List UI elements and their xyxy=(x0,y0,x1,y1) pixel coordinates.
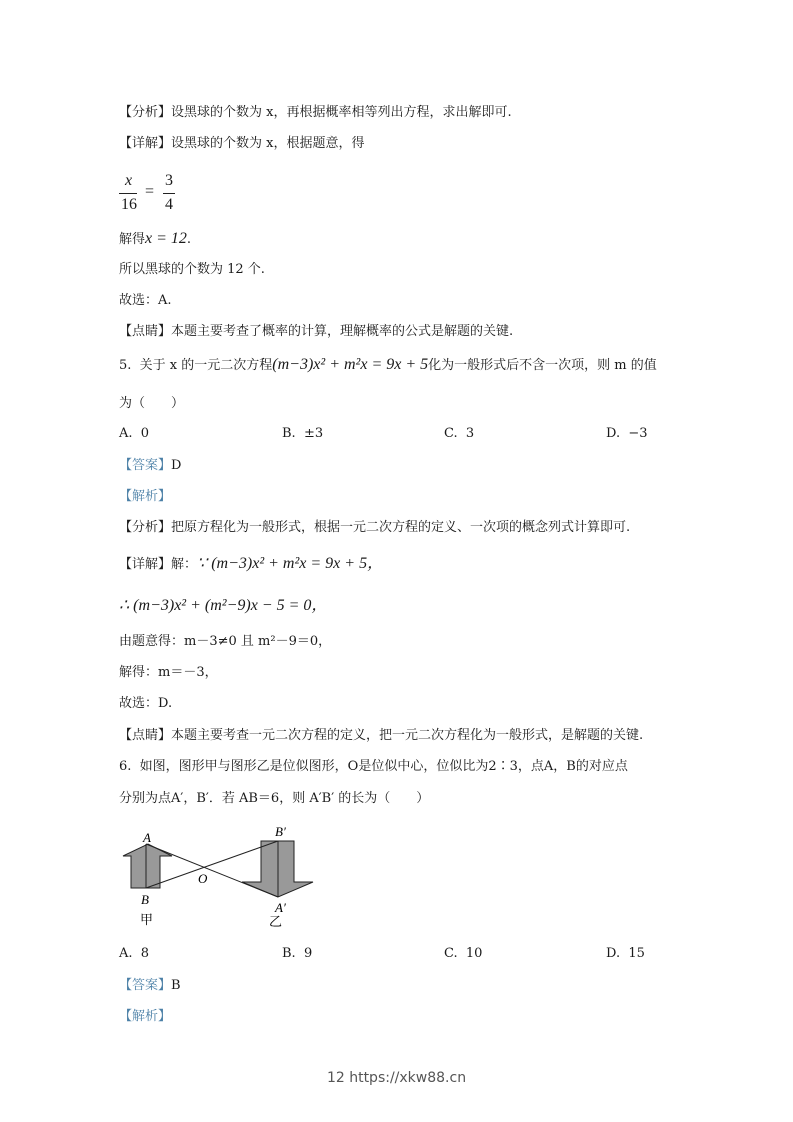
q5-comment xyxy=(119,727,643,745)
label-o: O xyxy=(198,871,208,886)
fraction-bar-2 xyxy=(163,193,175,194)
q5-stem-math: (m−3)x² + m²x = 9x + 5 xyxy=(272,356,429,373)
detail-math-2: ∴ (m−3)x² + (m²−9)x − 5 = 0， xyxy=(119,597,328,614)
q5-detail-line2 xyxy=(119,597,327,616)
q6-stem-line2: 分别为点A′，B′．若 AB＝6，则 A′B′ 的长为（ ） xyxy=(119,791,430,806)
q6-option-c: C. 10 xyxy=(444,946,483,961)
comment-text: 本题主要考查了概率的计算，理解概率的公式是解题的关键. xyxy=(171,324,514,339)
analysis-label: 【分析】 xyxy=(119,520,172,535)
q5-stem-post: 化为一般形式后不含一次项，则 m 的值 xyxy=(428,358,657,373)
q5-stem-pre: 关于 x 的一元二次方程 xyxy=(139,358,273,373)
answer-value: B xyxy=(171,978,181,993)
q5-condition: 由题意得：m－3≠0 且 m²－9＝0， xyxy=(119,634,332,649)
analysis-text: 把原方程化为一般形式，根据一元二次方程的定义、一次项的概念列式计算即可. xyxy=(171,520,631,535)
fraction-numerator-2: 3 xyxy=(165,172,173,189)
label-jia: 甲 xyxy=(140,913,154,928)
q5-detail xyxy=(119,555,383,574)
detail-label: 【详解】 xyxy=(119,136,172,151)
prev-detail xyxy=(119,135,364,153)
prev-conclusion: 所以黑球的个数为 12 个. xyxy=(119,262,265,277)
answer-label: 【答案】 xyxy=(119,978,172,993)
analysis-text: 设黑球的个数为 x，再根据概率相等列出方程，求出解即可. xyxy=(171,105,512,120)
equals-sign: = xyxy=(145,183,155,200)
q5-option-d: D. −3 xyxy=(606,426,648,441)
label-a-prime: A′ xyxy=(275,900,286,915)
q6-option-b: B. 9 xyxy=(282,946,313,961)
q6-option-d: D. 15 xyxy=(606,946,645,961)
q6-explain-label: 【解析】 xyxy=(119,1009,172,1024)
q5-option-c: C. 3 xyxy=(444,426,475,441)
q6-number: 6. xyxy=(119,759,132,774)
prev-solve xyxy=(119,230,191,249)
q5-option-b: B. ±3 xyxy=(282,426,324,441)
q5-number: 5. xyxy=(119,358,132,373)
label-b-prime: B′ xyxy=(275,824,286,839)
q5-answer xyxy=(119,457,181,475)
solve-prefix: 解得 xyxy=(119,232,146,247)
q5-solve: 解得：m＝－3， xyxy=(119,665,218,680)
label-b: B xyxy=(141,892,149,907)
q5-explain-label: 【解析】 xyxy=(119,489,172,504)
comment-text: 本题主要考查一元二次方程的定义，把一元二次方程化为一般形式，是解题的关键. xyxy=(171,728,644,743)
label-yi: 乙 xyxy=(269,915,283,930)
solve-suffix: . xyxy=(186,232,192,247)
comment-label: 【点睛】 xyxy=(119,728,172,743)
detail-math-1: ∵ (m−3)x² + m²x = 9x + 5， xyxy=(197,555,384,572)
answer-label: 【答案】 xyxy=(119,458,172,473)
fraction-denominator-2: 4 xyxy=(165,196,173,213)
q6-stem-line1: 如图，图形甲与图形乙是位似图形，O是位似中心，位似比为2∶3，点A，B的对应点 xyxy=(139,759,628,774)
answer-value: D xyxy=(171,458,182,473)
q5-option-a: A. 0 xyxy=(119,426,150,441)
q5-choice: 故选：D. xyxy=(119,696,173,711)
comment-label: 【点睛】 xyxy=(119,324,172,339)
q5-analysis xyxy=(119,519,630,537)
label-a: A xyxy=(143,830,151,845)
prev-analysis xyxy=(119,104,512,122)
prev-choice: 故选：A. xyxy=(119,293,172,308)
solve-math: x = 12 xyxy=(145,230,187,247)
analysis-label: 【分析】 xyxy=(119,105,172,120)
detail-prefix: 解： xyxy=(171,557,198,572)
prev-comment xyxy=(119,323,513,341)
q6-option-a: A. 8 xyxy=(119,946,150,961)
q6-stem xyxy=(119,758,628,776)
fraction-equation xyxy=(119,172,189,216)
detail-text: 设黑球的个数为 x，根据题意，得 xyxy=(171,136,365,151)
fraction-bar-1 xyxy=(119,193,137,194)
q5-stem xyxy=(119,356,657,375)
fraction-numerator-1: x xyxy=(125,172,133,189)
q6-answer xyxy=(119,977,181,995)
q5-stem-line2: 为（ ） xyxy=(119,396,185,411)
homothety-figure xyxy=(118,820,338,930)
detail-label: 【详解】 xyxy=(119,557,172,572)
fraction-denominator-1: 16 xyxy=(121,196,137,213)
page-footer: 12 https://xkw88.cn xyxy=(326,1070,467,1086)
